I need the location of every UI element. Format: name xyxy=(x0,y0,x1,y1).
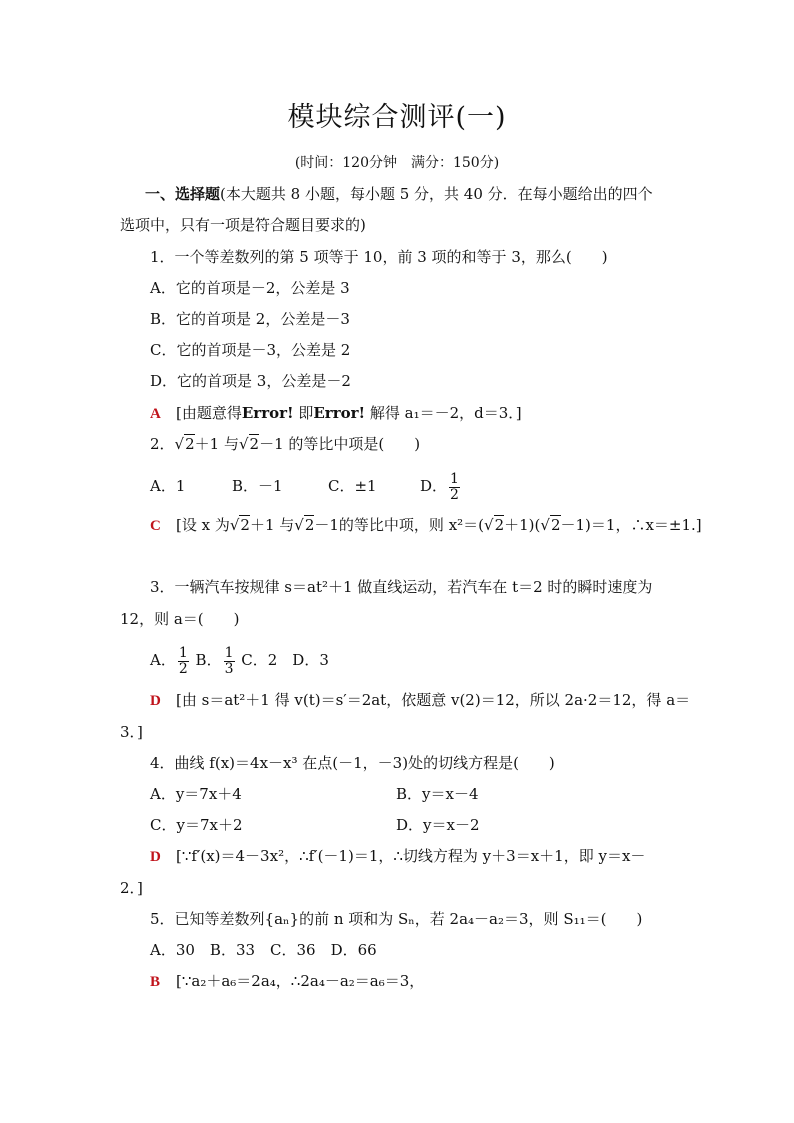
sqrt-symbol: √2 xyxy=(540,516,561,534)
q2-number: 2． xyxy=(150,435,175,453)
page-title: 模块综合测评(一) xyxy=(287,102,507,133)
q3-stem-1: 3．一辆汽车按规律 s＝at²＋1 做直线运动，若汽车在 t＝2 时的瞬时速度为 xyxy=(150,578,653,596)
q1-explain-b: 即 xyxy=(293,404,314,422)
q4-stem: 4．曲线 f(x)＝4x－x³ 在点(－1，－3)处的切线方程是( ) xyxy=(150,754,555,772)
q4-option-c: C．y＝7x＋2 xyxy=(150,816,243,834)
q2-explain-5: －1)＝1，∴x＝±1.] xyxy=(560,516,702,534)
sqrt-symbol: √2 xyxy=(484,516,505,534)
q4-option-b: B．y＝x－4 xyxy=(396,785,479,803)
numerator: 1 xyxy=(224,644,234,661)
sqrt-symbol: √2 xyxy=(238,435,260,453)
q4-explanation-1 xyxy=(150,846,645,867)
q1-explain-c: 解得 a₁＝－2，d＝3．] xyxy=(365,404,522,422)
q3-explain-1: [由 s＝at²＋1 得 v(t)＝s′＝2at，依题意 v(2)＝12，所以 2a·2＝12，得 a＝ xyxy=(176,691,691,709)
q1-explain-a: [由题意得 xyxy=(176,404,242,422)
section-title: 一、选择题 xyxy=(145,185,221,203)
q2-answer: C xyxy=(150,518,161,534)
q5-answer: B xyxy=(150,974,161,990)
sqrt-symbol: √2 xyxy=(174,435,195,453)
radicand: 2 xyxy=(240,516,250,534)
radicand: 2 xyxy=(494,516,505,534)
fraction xyxy=(449,472,460,503)
q4-option-d: D．y＝x－2 xyxy=(396,816,480,834)
q1-option-a: A．它的首项是－2，公差是 3 xyxy=(150,279,350,297)
q3-option-a: A． xyxy=(150,651,176,669)
sqrt-symbol: √2 xyxy=(294,516,315,534)
sqrt-symbol: √2 xyxy=(229,516,250,534)
numerator: 1 xyxy=(178,644,188,661)
section-heading xyxy=(145,184,653,204)
q4-option-a: A．y＝7x＋4 xyxy=(150,785,242,803)
section-desc-2: 选项中，只有一项是符合题目要求的) xyxy=(120,216,366,234)
q3-explanation-1 xyxy=(150,690,690,711)
q2-text-2: －1 的等比中项是( ) xyxy=(259,435,421,453)
q2-option-a: A．1 xyxy=(150,477,186,495)
denominator: 2 xyxy=(178,660,188,677)
q2-option-d: D． xyxy=(420,477,448,495)
q1-answer: A xyxy=(150,406,161,422)
q3-option-cd: C．2 D．3 xyxy=(241,651,329,669)
q2-explain-4: ＋1)( xyxy=(504,516,541,534)
q3-explanation-2: 3．] xyxy=(120,723,143,741)
q2-options xyxy=(150,470,462,502)
radicand: 2 xyxy=(249,435,260,453)
q2-explanation xyxy=(150,515,702,536)
q1-option-c: C．它的首项是－3，公差是 2 xyxy=(150,341,351,359)
error-text: Error! xyxy=(313,404,366,422)
error-text: Error! xyxy=(241,404,294,422)
denominator: 3 xyxy=(224,660,234,677)
q3-options xyxy=(150,644,329,676)
q2-stem xyxy=(150,434,420,454)
q3-option-b: B． xyxy=(195,651,222,669)
q5-explanation xyxy=(150,971,424,992)
q1-stem: 1．一个等差数列的第 5 项等于 10，前 3 项的和等于 3，那么( ) xyxy=(150,248,608,266)
numerator: 1 xyxy=(450,470,459,487)
q4-explanation-2: 2．] xyxy=(120,879,143,897)
q5-options: A．30 B．33 C．36 D．66 xyxy=(150,941,377,959)
radicand: 2 xyxy=(550,516,561,534)
q4-answer: D xyxy=(150,849,161,865)
q1-explanation xyxy=(150,403,522,424)
q5-stem: 5．已知等差数列{aₙ}的前 n 项和为 Sₙ，若 2a₄－a₂＝3，则 S₁₁＝( ) xyxy=(150,910,643,928)
q2-option-c: C．±1 xyxy=(328,477,377,495)
q3-answer: D xyxy=(150,693,161,709)
q2-explain-2: ＋1 与 xyxy=(249,516,295,534)
denominator: 2 xyxy=(450,486,459,503)
q2-option-b: B．－1 xyxy=(232,477,283,495)
exam-meta: (时间：120分钟 满分：150分) xyxy=(294,155,500,171)
q1-option-b: B．它的首项是 2，公差是－3 xyxy=(150,310,350,328)
section-desc-1: (本大题共 8 小题，每小题 5 分，共 40 分．在每小题给出的四个 xyxy=(220,185,653,203)
q2-explain-3: －1的等比中项，则 x²＝( xyxy=(314,516,485,534)
radicand: 2 xyxy=(185,435,195,453)
radicand: 2 xyxy=(304,516,315,534)
q4-explain-1: [∵f′(x)＝4－3x²，∴f′(－1)＝1，∴切线方程为 y＋3＝x＋1，即 y＝x－ xyxy=(176,847,646,865)
q3-stem-2: 12，则 a＝( ) xyxy=(120,610,240,628)
fraction xyxy=(178,646,189,677)
q5-explain: [∵a₂＋a₆＝2a₄，∴2a₄－a₂＝a₆＝3， xyxy=(176,972,425,990)
q2-explain-1: [设 x 为 xyxy=(176,516,230,534)
fraction xyxy=(224,646,235,677)
q1-option-d: D．它的首项是 3，公差是－2 xyxy=(150,372,351,390)
q2-text-1: ＋1 与 xyxy=(194,435,239,453)
